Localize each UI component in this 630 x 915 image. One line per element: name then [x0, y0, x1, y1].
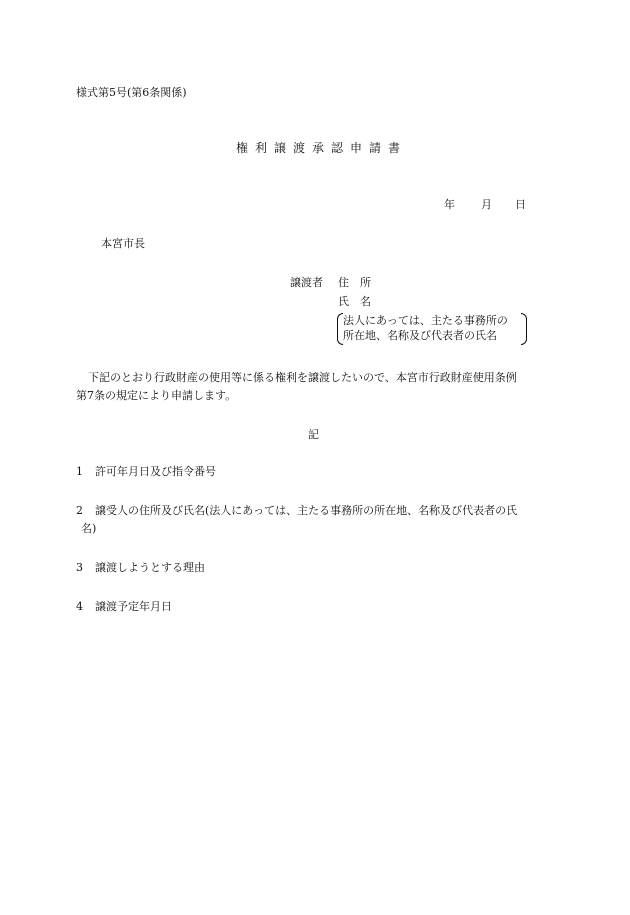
item-3-number: 3	[76, 561, 83, 574]
ki-heading: 記	[308, 428, 319, 441]
item-2-number: 2	[76, 504, 83, 517]
corporate-note	[337, 313, 527, 343]
date-day: 日	[515, 198, 526, 211]
item-1-number: 1	[76, 465, 83, 478]
body-line-2: 第7条の規定により申請します。	[76, 389, 237, 402]
item-4-text: 譲渡予定年月日	[95, 600, 172, 613]
address-label: 住 所	[338, 276, 371, 289]
page-title: 権利譲渡承認申請書	[236, 141, 408, 155]
item-2-continuation: 名)	[81, 522, 97, 535]
applicant-role: 譲渡者	[290, 276, 323, 289]
item-3-text: 譲渡しようとする理由	[95, 561, 205, 574]
name-label: 氏 名	[338, 295, 371, 308]
item-4-number: 4	[76, 600, 83, 613]
form-number-label: 様式第5号(第6条関係)	[76, 86, 187, 99]
corporate-note-line2: 所在地、名称及び代表者の氏名	[343, 329, 497, 342]
addressee: 本宮市長	[101, 237, 145, 250]
item-2-text: 譲受人の住所及び氏名(法人にあっては、主たる事務所の所在地、名称及び代表者の氏	[95, 504, 518, 517]
body-line-1: 下記のとおり行政財産の使用等に係る権利を譲渡したいので、本宮市行政財産使用条例	[88, 371, 517, 384]
corporate-note-line1: 法人にあっては、主たる事務所の	[343, 314, 508, 327]
date-month: 月	[481, 198, 492, 211]
item-1-text: 許可年月日及び指令番号	[95, 465, 216, 478]
date-year: 年	[444, 198, 455, 211]
right-paren	[521, 313, 527, 345]
